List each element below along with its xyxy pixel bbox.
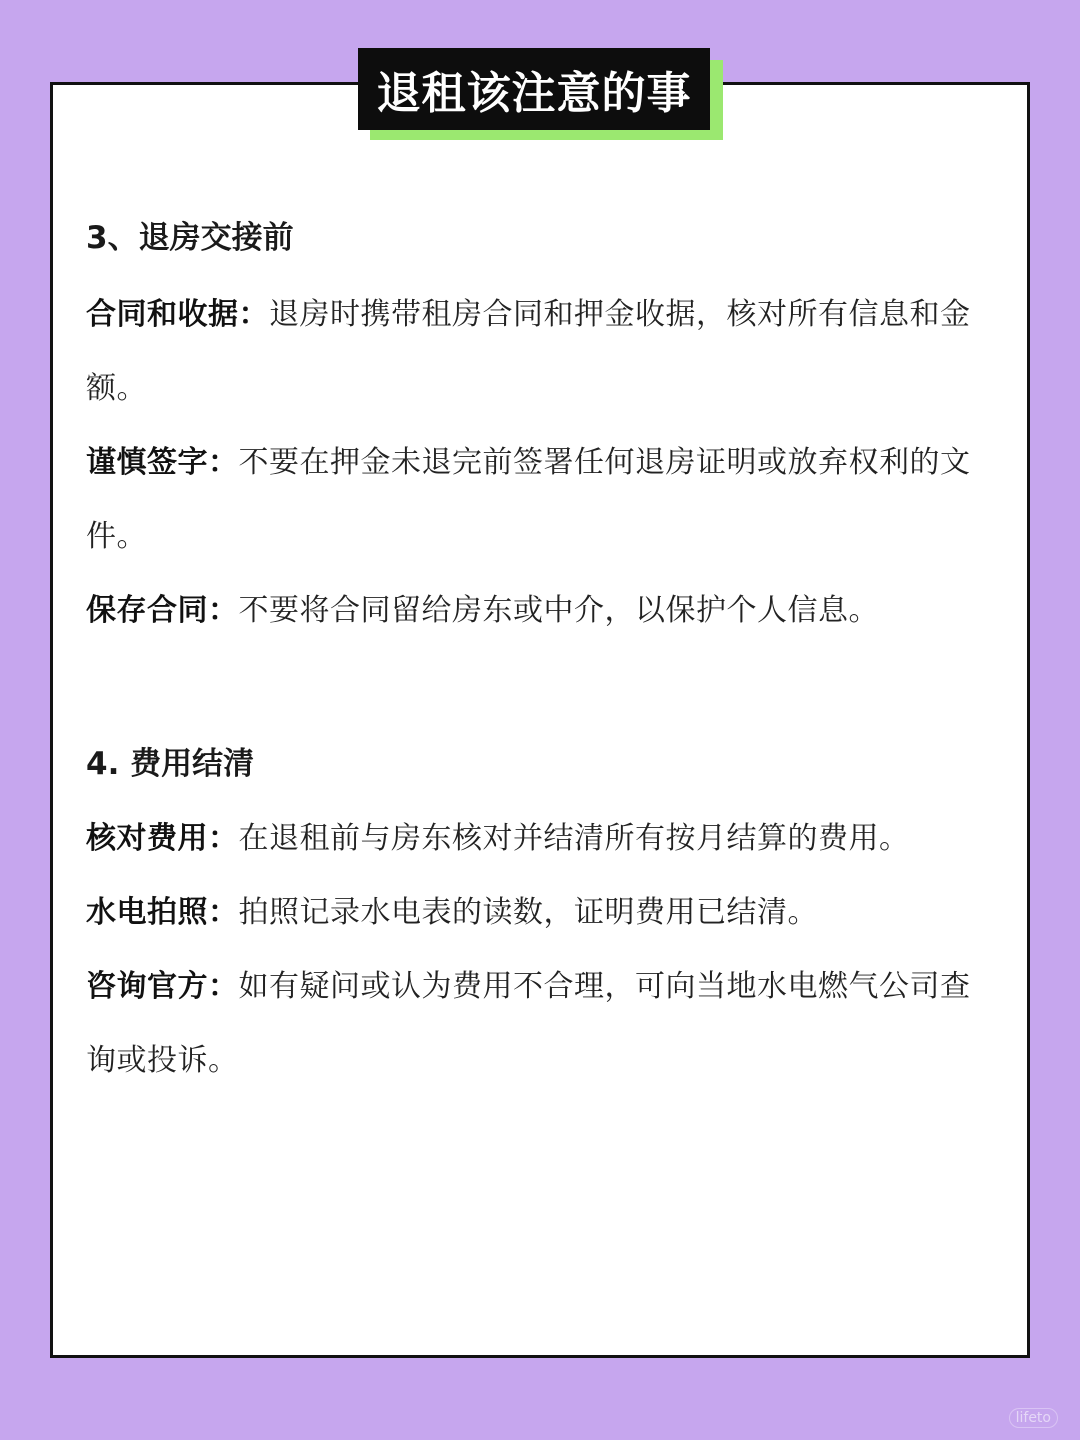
list-item [86,278,996,426]
section-4-items [86,802,996,1098]
list-item [86,802,996,876]
item-text: 退房时携带租房合同和押金收据，核对所有信息和金额。 [86,297,971,406]
item-text: 在退租前与房东核对并结清所有按月结算的费用。 [238,821,910,856]
section-4 [86,742,996,786]
item-text: 不要在押金未退完前签署任何退房证明或放弃权利的文件。 [86,445,971,554]
item-label: 水电拍照： [86,895,239,930]
item-text: 拍照记录水电表的读数，证明费用已结清。 [238,895,818,930]
section-3 [86,216,996,260]
list-item [86,426,996,574]
item-text: 不要将合同留给房东或中介，以保护个人信息。 [238,593,879,628]
list-item [86,950,996,1098]
item-label: 谨慎签字： [86,445,239,480]
item-label: 咨询官方： [86,969,239,1004]
content-card [50,82,1030,1358]
watermark-logo: lifeto [1009,1408,1058,1428]
section-heading: 4. 费用结清 [86,746,255,782]
title-banner [358,48,710,130]
list-item [86,876,996,950]
section-3-items [86,278,996,648]
item-label: 核对费用： [86,821,239,856]
item-label: 保存合同： [86,593,239,628]
section-heading: 3、退房交接前 [86,220,294,256]
page-title: 退租该注意的事 [376,68,692,119]
list-item [86,574,996,648]
item-label: 合同和收据： [86,297,269,332]
item-text: 如有疑问或认为费用不合理，可向当地水电燃气公司查询或投诉。 [86,969,971,1078]
